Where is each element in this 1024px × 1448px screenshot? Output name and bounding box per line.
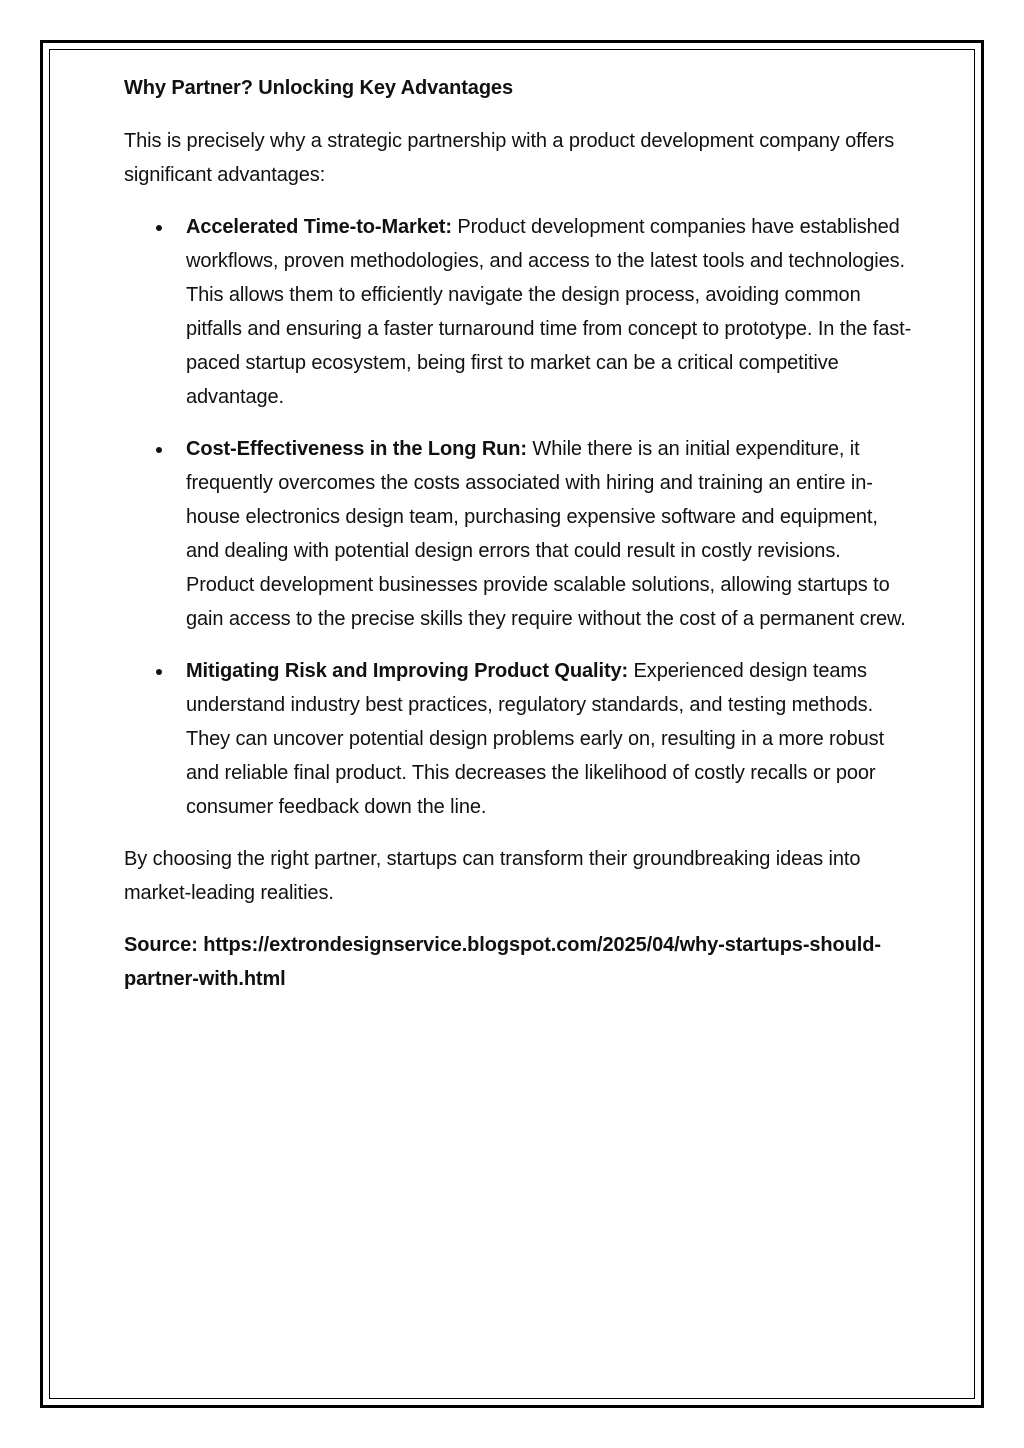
list-item-lead: Accelerated Time-to-Market: xyxy=(186,216,452,238)
bullet-icon xyxy=(156,669,162,675)
intro-paragraph: This is precisely why a strategic partnership with a product development company offers significant advantages: xyxy=(124,130,895,186)
list-item-text: Experienced design teams understand industry best practices, regulatory standards, and testing methods. They can uncover potential design problems early on, resulting in a more robust and reliable final product. This decreases the likelihood of costly recalls or poor consumer feedback down the line. xyxy=(186,660,885,818)
list-item-text: Product development companies have established workflows, proven methodologies, and access to the latest tools and technologies. This allows them to efficiently navigate the design process, avoiding common pitfalls and ensuring a faster turnaround time from concept to prototype. In the fast-paced startup ecosystem, being first to market can be a critical competitive advantage. xyxy=(186,216,912,408)
list-item xyxy=(124,654,914,824)
bullet-icon xyxy=(156,225,162,231)
source-link[interactable]: Source: https://extrondesignservice.blogspot.com/2025/04/why-startups-should-partner-with.html xyxy=(124,934,881,990)
section-heading: Why Partner? Unlocking Key Advantages xyxy=(124,77,513,99)
closing-paragraph: By choosing the right partner, startups can transform their groundbreaking ideas into market-leading realities. xyxy=(124,848,861,904)
bullet-icon xyxy=(156,447,162,453)
list-item-lead: Cost-Effectiveness in the Long Run: xyxy=(186,438,527,460)
list-item-lead: Mitigating Risk and Improving Product Quality: xyxy=(186,660,629,682)
list-item xyxy=(124,210,914,414)
list-item-text: While there is an initial expenditure, it frequently overcomes the costs associated with hiring and training an entire in-house electronics design team, purchasing expensive software and equipment, and dealing with potential design errors that could result in costly revisions. Product development businesses provide scalable solutions, allowing startups to gain access to the precise skills they require without the cost of a permanent crew. xyxy=(186,438,906,630)
advantages-list xyxy=(124,210,914,824)
list-item xyxy=(124,432,914,636)
document-body xyxy=(124,74,914,996)
